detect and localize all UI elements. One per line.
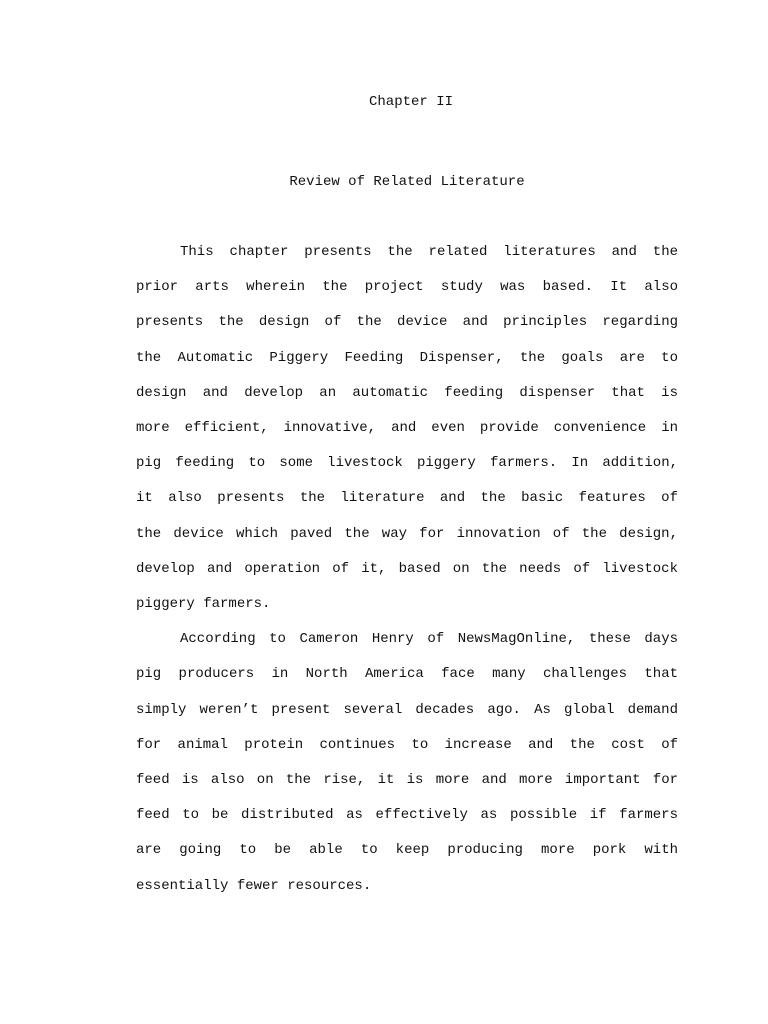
text-line: According to Cameron Henry of NewsMagOnline, these days xyxy=(180,631,678,648)
text-line: more efficient, innovative, and even provide convenience in xyxy=(136,420,678,437)
paragraph-2 xyxy=(136,622,678,904)
chapter-title: Review of Related Literature xyxy=(289,174,525,190)
text-line: essentially fewer resources. xyxy=(136,877,372,894)
paragraph-1 xyxy=(136,235,678,622)
text-line: pig feeding to some livestock piggery farmers. In addition, xyxy=(136,455,678,472)
text-line: piggery farmers. xyxy=(136,596,271,613)
text-line: simply weren’t present several decades ago. As global demand xyxy=(136,701,678,718)
text-line: This chapter presents the related literatures and the xyxy=(180,244,678,260)
text-line: pig producers in North America face many challenges that xyxy=(136,666,678,683)
text-line: for animal protein continues to increase and the cost of xyxy=(136,736,678,753)
text-line: develop and operation of it, based on the needs of livestock xyxy=(136,560,678,577)
body-text xyxy=(136,235,678,904)
text-line: feed is also on the rise, it is more and more important for xyxy=(136,772,678,789)
text-line: it also presents the literature and the basic features of xyxy=(136,490,678,507)
chapter-label: Chapter II xyxy=(368,94,453,110)
text-line: the Automatic Piggery Feeding Dispenser, the goals are to xyxy=(136,349,678,366)
text-line: the device which paved the way for innovation of the design, xyxy=(136,525,678,542)
text-line: design and develop an automatic feeding dispenser that is xyxy=(136,384,678,401)
text-line: are going to be able to keep producing more pork with xyxy=(136,842,678,859)
text-line: feed to be distributed as effectively as possible if farmers xyxy=(136,807,678,824)
text-line: prior arts wherein the project study was based. It also xyxy=(136,279,678,296)
text-line: presents the design of the device and principles regarding xyxy=(136,314,678,331)
